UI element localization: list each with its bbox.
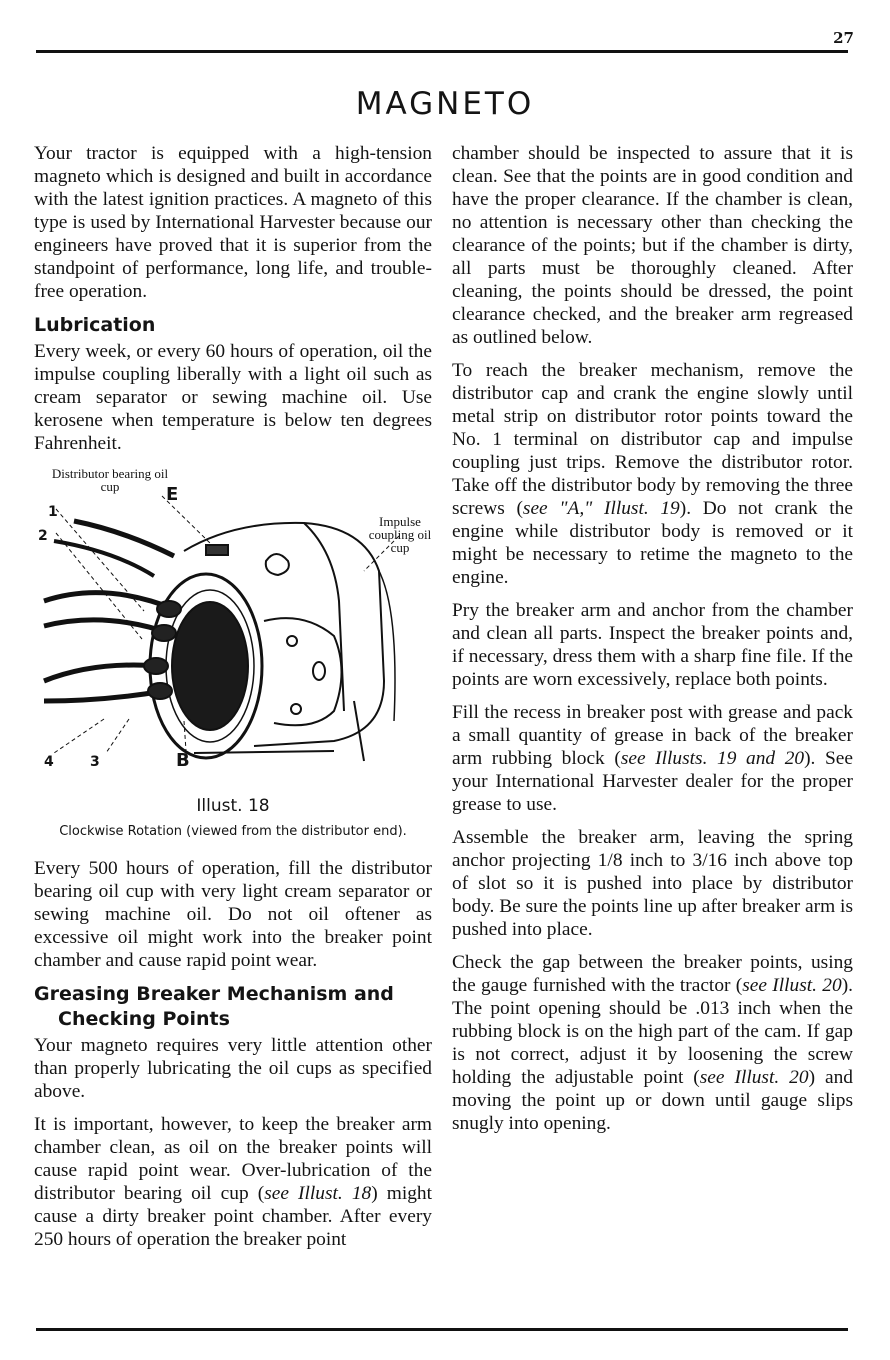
fill-text-a: Fill the recess in breaker post with grease and pack a small quantity of grease in back of the breaker arm rubbing block ( bbox=[452, 702, 853, 769]
every-500-paragraph: Every 500 hours of operation, fill the distributor bearing oil cup with very light cream separator or sewing machine oil. Do not oil oftener as excessive oil might work into the breaker point chamber and cause rapid point wear. bbox=[34, 858, 432, 971]
reach-text-b: ). Do not crank the engine while distributor body is removed or it might be necessary to retime the magneto to the engine. bbox=[452, 498, 853, 588]
fill-recess-paragraph bbox=[452, 701, 853, 816]
top-rule bbox=[36, 50, 848, 53]
label-impulse-coupling-oil-cup: Impulse coupling oil cup bbox=[368, 514, 432, 555]
figure-caption-title: Illust. 18 bbox=[196, 796, 270, 816]
figure-caption-text: Clockwise Rotation (viewed from the distributor end). bbox=[59, 824, 407, 839]
label-distributor-oil-cup: Distributor bearing oil cup bbox=[51, 466, 169, 494]
greasing-heading-line2: Checking Points bbox=[58, 1008, 230, 1030]
assemble-text-b: inch above top of slot so it is pushed into place by distributor body. Be sure the points line up after breaker arm is pushed into place. bbox=[452, 850, 853, 940]
lubrication-paragraph: Every week, or every 60 hours of operation, oil the impulse coupling liberally with a light oil such as cream separator or sewing machine oil. Use kerosene when temperature is below ten degrees Fahrenheit. bbox=[34, 341, 432, 454]
gap-reference-1: see Illust. 20 bbox=[742, 975, 842, 996]
right-column bbox=[452, 142, 853, 1145]
greasing-p2-text-b: ) might cause a dirty breaker point chamber. After every 250 hours of operation the breaker point bbox=[34, 1183, 433, 1250]
pry-breaker-paragraph: Pry the breaker arm and anchor from the chamber and clean all parts. Inspect the breaker points and, if necessary, dress them with a sharp fine file. If the points are worn excessively, replace both points. bbox=[452, 600, 853, 690]
magneto-drawing bbox=[34, 461, 432, 791]
greasing-p2-text-a: It is important, however, to keep the breaker arm chamber clean, as oil on the breaker points will cause rapid point wear. Over-lubrication of the distributor bearing oil cup ( bbox=[34, 1114, 432, 1204]
page-number: 27 bbox=[833, 29, 854, 47]
left-column bbox=[34, 142, 432, 1261]
fraction-three-sixteenths: 3/16 bbox=[692, 850, 727, 871]
greasing-paragraph-1: Your magneto requires very little attention other than properly lubricating the oil cups as specified above. bbox=[34, 1035, 432, 1102]
gap-text-c: ) and moving the point up or down until gauge slips snugly into opening. bbox=[452, 1067, 854, 1134]
reach-breaker-paragraph bbox=[452, 359, 853, 589]
page-title: MAGNETO bbox=[355, 86, 535, 122]
greasing-heading bbox=[34, 982, 432, 1032]
assemble-text-a: Assemble the breaker arm, leaving the spring anchor projecting bbox=[452, 827, 853, 871]
label-b: B bbox=[176, 750, 190, 771]
chamber-paragraph: chamber should be inspected to assure that it is clean. See that the points are in good condition and have the proper clearance. If the chamber is clean, no attention is necessary other than checking the clearance of the points; but if the chamber is dirty, all parts must be thoroughly cleaned. After cleaning, the points should be dressed, the point clearance checked, and the breaker arm regreased as outlined below. bbox=[452, 143, 853, 348]
fill-reference: see Illusts. 19 and 20 bbox=[620, 748, 805, 769]
label-e: E bbox=[166, 484, 179, 505]
label-2: 2 bbox=[38, 528, 48, 544]
label-1: 1 bbox=[48, 504, 58, 520]
gap-reference-2: see Illust. 20 bbox=[699, 1067, 809, 1088]
label-3: 3 bbox=[90, 754, 100, 770]
assemble-paragraph bbox=[452, 826, 853, 941]
reach-reference: see "A," Illust. 19 bbox=[522, 498, 680, 519]
greasing-p2-reference: see Illust. 18 bbox=[264, 1183, 372, 1204]
bottom-rule bbox=[36, 1328, 848, 1331]
fill-text-b: ). See your International Harvester dealer for the proper grease to use. bbox=[452, 748, 853, 815]
lubrication-heading: Lubrication bbox=[34, 314, 156, 336]
fraction-one-eighth: 1/8 bbox=[597, 850, 623, 871]
label-4: 4 bbox=[44, 754, 54, 770]
magneto-illustration bbox=[34, 461, 432, 791]
intro-paragraph: Your tractor is equipped with a high-tension magneto which is designed and built in accordance with the latest ignition practices. A magneto of this type is used by International Harvester because our engineers have proved that it is superior from the standpoint of performance, long life, and trouble-free operation. bbox=[34, 143, 432, 302]
greasing-heading-line1: Greasing Breaker Mechanism and bbox=[34, 983, 394, 1005]
gap-text-a: Check the gap between the breaker points, using the gauge furnished with the tractor ( bbox=[452, 952, 853, 996]
gap-text-b: ). The point opening should be .013 inch when the rubbing block is on the high part of the cam. If gap is not correct, adjust it by loosening the screw holding the adjustable point ( bbox=[452, 975, 853, 1088]
greasing-paragraph-2 bbox=[34, 1113, 432, 1251]
assemble-text-mid: inch to bbox=[622, 850, 693, 871]
check-gap-paragraph bbox=[452, 951, 853, 1135]
reach-text-a: To reach the breaker mechanism, remove the distributor cap and crank the engine slowly until metal strip on distributor rotor points toward the No. 1 terminal on distributor cap and impulse coupling just trips. Remove the distributor rotor. Take off the distributor body by removing the three screws ( bbox=[452, 360, 853, 519]
